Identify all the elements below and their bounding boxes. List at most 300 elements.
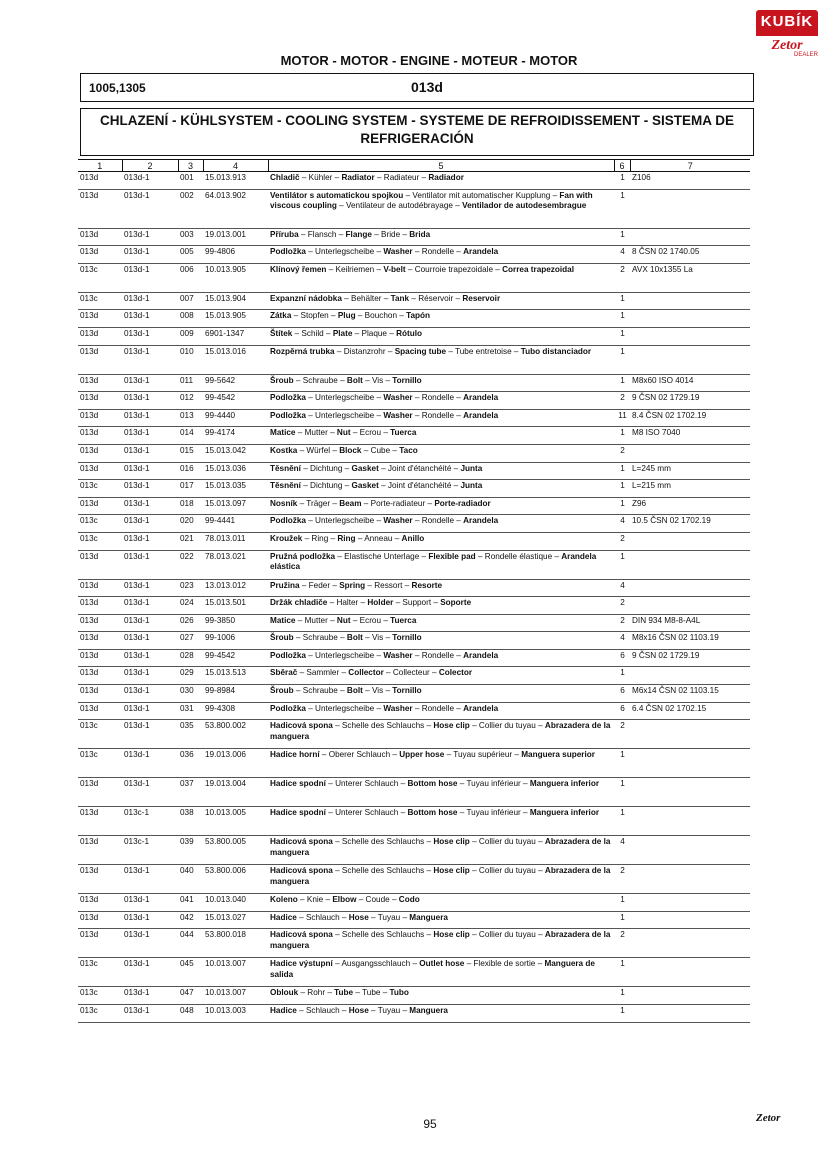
description-segment: – Cube – <box>361 445 400 455</box>
table-row <box>78 327 750 345</box>
remark-cell <box>630 667 750 685</box>
description-segment: Anillo <box>401 533 425 543</box>
quantity-cell: 1 <box>614 894 630 912</box>
remark-cell <box>630 597 750 615</box>
table-row <box>78 579 750 597</box>
quantity-cell: 4 <box>614 632 630 650</box>
description-cell <box>268 515 614 533</box>
remark-cell: M6x14 ČSN 02 1103.15 <box>630 685 750 703</box>
table-row <box>78 894 750 912</box>
remark-cell <box>630 929 750 958</box>
description-cell <box>268 228 614 246</box>
position-cell: 009 <box>178 327 203 345</box>
table-row <box>78 172 750 190</box>
part-number-cell: 15.013.027 <box>203 911 268 929</box>
description-cell <box>268 444 614 462</box>
kubik-zetor-logo <box>756 10 818 68</box>
position-cell: 015 <box>178 444 203 462</box>
subgroup-cell: 013d-1 <box>122 345 178 374</box>
description-segment: Manguera <box>409 912 448 922</box>
group-cell: 013d <box>78 427 122 445</box>
part-number-cell: 10.013.007 <box>203 987 268 1005</box>
remark-cell: M8x60 ISO 4014 <box>630 374 750 392</box>
part-number-cell: 15.013.501 <box>203 597 268 615</box>
description-segment: – Dichtung – <box>300 481 352 491</box>
part-number-cell: 99-4174 <box>203 427 268 445</box>
description-segment: Nut <box>336 428 351 438</box>
description-segment: Elbow <box>332 895 357 905</box>
table-row <box>78 189 750 228</box>
quantity-cell: 1 <box>614 911 630 929</box>
description-cell <box>268 345 614 374</box>
position-cell: 036 <box>178 749 203 778</box>
description-segment: – Unterlegscheibe – <box>305 516 384 526</box>
description-segment: – Rondelle – <box>412 410 464 420</box>
parts-table <box>78 159 750 1023</box>
description-segment: – Halter – <box>327 598 368 608</box>
description-cell <box>268 894 614 912</box>
description-segment: – Feder – <box>299 580 340 590</box>
part-number-cell: 99-4440 <box>203 409 268 427</box>
subgroup-cell: 013d-1 <box>122 480 178 498</box>
description-segment: Hadicová spona <box>270 721 333 731</box>
description-segment: Tornillo <box>392 375 422 385</box>
description-segment: Collector <box>348 668 384 678</box>
description-segment: – Unterlegscheibe – <box>305 703 384 713</box>
group-cell: 013d <box>78 579 122 597</box>
quantity-cell: 2 <box>614 444 630 462</box>
part-number-cell: 13.013.012 <box>203 579 268 597</box>
description-cell <box>268 480 614 498</box>
part-number-cell: 15.013.913 <box>203 172 268 190</box>
table-row <box>78 497 750 515</box>
part-number-cell: 10.013.007 <box>203 958 268 987</box>
description-segment: Chladič <box>270 173 300 182</box>
description-segment: – Schlauch – <box>296 1006 349 1016</box>
section-title-line2: REFRIGERACIÓN <box>360 131 474 146</box>
description-segment: – Ecrou – <box>350 428 391 438</box>
description-segment: Spacing tube <box>394 346 447 356</box>
remark-cell: L=245 mm <box>630 462 750 480</box>
description-segment: Correa trapezoidal <box>502 264 574 274</box>
description-segment: – Würfel – <box>297 445 340 455</box>
quantity-cell: 1 <box>614 345 630 374</box>
description-segment: Štítek <box>270 328 293 338</box>
description-cell <box>268 292 614 310</box>
position-cell: 038 <box>178 807 203 836</box>
table-row <box>78 409 750 427</box>
description-segment: Hose clip <box>433 721 470 731</box>
remark-cell: 6.4 ČSN 02 1702.15 <box>630 702 750 720</box>
quantity-cell: 1 <box>614 228 630 246</box>
position-cell: 047 <box>178 987 203 1005</box>
group-cell: 013d <box>78 310 122 328</box>
position-cell: 030 <box>178 685 203 703</box>
subgroup-cell: 013d-1 <box>122 778 178 807</box>
part-number-cell: 15.013.905 <box>203 310 268 328</box>
description-segment: – Collier du tuyau – <box>469 837 545 847</box>
section-title-line1: CHLAZENÍ - KÜHLSYSTEM - COOLING SYSTEM - SYSTEME DE REFROIDISSEMENT - SISTEMA DE <box>99 113 735 128</box>
subgroup-cell: 013d-1 <box>122 550 178 579</box>
description-cell <box>268 579 614 597</box>
position-cell: 020 <box>178 515 203 533</box>
description-segment: Rozpěrná trubka <box>270 346 335 356</box>
description-segment: Rótulo <box>396 328 423 338</box>
description-cell <box>268 246 614 264</box>
remark-cell: AVX 10x1355 La <box>630 263 750 292</box>
description-segment: Manguera de salida <box>270 959 595 979</box>
table-row <box>78 310 750 328</box>
group-cell: 013d <box>78 685 122 703</box>
remark-cell <box>630 228 750 246</box>
group-cell: 013c <box>78 292 122 310</box>
description-segment: Washer <box>383 410 413 420</box>
remark-cell <box>630 532 750 550</box>
description-segment: – Sammler – <box>297 668 349 678</box>
subgroup-cell: 013d-1 <box>122 263 178 292</box>
quantity-cell: 2 <box>614 392 630 410</box>
table-row <box>78 462 750 480</box>
model-numbers: 1005,1305 <box>89 81 146 95</box>
remark-cell <box>630 911 750 929</box>
description-segment: – Support – <box>393 598 441 608</box>
description-segment: – Vis – <box>362 686 393 696</box>
table-row <box>78 228 750 246</box>
description-segment: Tubo <box>389 988 409 998</box>
description-segment: Matice <box>270 428 296 438</box>
quantity-cell: 2 <box>614 532 630 550</box>
subgroup-cell: 013d-1 <box>122 667 178 685</box>
logo-kubik-text: KUBÍK <box>756 10 818 34</box>
column-header: 6 <box>614 160 630 172</box>
description-segment: Hadicová spona <box>270 837 333 847</box>
table-row <box>78 550 750 579</box>
description-segment: Kostka <box>270 445 298 455</box>
description-segment: Abrazadera de la manguera <box>270 837 611 857</box>
quantity-cell: 6 <box>614 685 630 703</box>
description-segment: – Elastische Unterlage – <box>335 551 429 561</box>
table-row <box>78 685 750 703</box>
description-segment: Taco <box>399 445 418 455</box>
position-cell: 007 <box>178 292 203 310</box>
subgroup-cell: 013d-1 <box>122 310 178 328</box>
part-number-cell: 99-4542 <box>203 392 268 410</box>
description-segment: – Unterlegscheibe – <box>305 393 384 403</box>
part-number-cell: 53.800.005 <box>203 836 268 865</box>
position-cell: 044 <box>178 929 203 958</box>
group-cell: 013d <box>78 172 122 190</box>
table-row <box>78 263 750 292</box>
description-segment: – Porte-radiateur – <box>361 498 435 508</box>
group-cell: 013c <box>78 480 122 498</box>
table-row <box>78 532 750 550</box>
description-segment: Junta <box>460 463 483 473</box>
description-segment: – Tuyau inférieur – <box>457 779 530 789</box>
description-segment: Hose clip <box>433 866 470 876</box>
description-cell <box>268 836 614 865</box>
position-cell: 029 <box>178 667 203 685</box>
description-segment: Tornillo <box>392 633 422 643</box>
group-code: 013d <box>411 79 443 95</box>
description-segment: Holder <box>367 598 394 608</box>
remark-cell <box>630 550 750 579</box>
subgroup-cell: 013d-1 <box>122 327 178 345</box>
column-header: 3 <box>178 160 203 172</box>
description-segment: Washer <box>383 703 413 713</box>
description-cell <box>268 865 614 894</box>
part-number-cell: 99-4806 <box>203 246 268 264</box>
description-segment: Matice <box>270 615 296 625</box>
description-cell <box>268 632 614 650</box>
remark-cell: Z106 <box>630 172 750 190</box>
quantity-cell: 4 <box>614 515 630 533</box>
part-number-cell: 19.013.006 <box>203 749 268 778</box>
position-cell: 024 <box>178 597 203 615</box>
quantity-cell: 6 <box>614 649 630 667</box>
description-cell <box>268 532 614 550</box>
group-cell: 013d <box>78 614 122 632</box>
description-segment: – Plaque – <box>352 328 397 338</box>
description-segment: Abrazadera de la manguera <box>270 866 611 886</box>
column-header: 4 <box>203 160 268 172</box>
quantity-cell: 2 <box>614 263 630 292</box>
description-segment: – Collier du tuyau – <box>469 866 545 876</box>
table-row <box>78 929 750 958</box>
quantity-cell: 2 <box>614 597 630 615</box>
group-cell: 013c <box>78 987 122 1005</box>
quantity-cell: 1 <box>614 807 630 836</box>
group-cell: 013d <box>78 702 122 720</box>
description-segment: Colector <box>438 668 473 678</box>
subgroup-cell: 013d-1 <box>122 532 178 550</box>
remark-cell <box>630 836 750 865</box>
description-segment: Ventilador de autodesembrague <box>462 201 587 211</box>
description-segment: – Radiateur – <box>374 173 429 182</box>
remark-cell <box>630 189 750 228</box>
footer-zetor-logo: Zetor <box>756 1112 781 1124</box>
table-row <box>78 987 750 1005</box>
description-cell <box>268 667 614 685</box>
group-cell: 013d <box>78 649 122 667</box>
group-cell: 013d <box>78 462 122 480</box>
logo-zetor-text: Zetor <box>756 34 818 54</box>
subgroup-cell: 013d-1 <box>122 702 178 720</box>
quantity-cell: 1 <box>614 1005 630 1023</box>
remark-cell <box>630 749 750 778</box>
description-segment: Podložka <box>270 410 306 420</box>
description-segment: Flexible pad <box>428 551 476 561</box>
description-segment: Hadice výstupní <box>270 959 333 969</box>
description-segment: Hose <box>348 912 369 922</box>
description-segment: – Anneau – <box>355 533 402 543</box>
group-cell: 013d <box>78 444 122 462</box>
part-number-cell: 15.013.097 <box>203 497 268 515</box>
table-row <box>78 720 750 749</box>
subgroup-cell: 013d-1 <box>122 292 178 310</box>
description-segment: – Distanzrohr – <box>334 346 395 356</box>
remark-cell: M8 ISO 7040 <box>630 427 750 445</box>
description-segment: Zátka <box>270 311 292 321</box>
description-segment: – Stopfen – <box>291 311 338 321</box>
description-cell <box>268 720 614 749</box>
description-segment: Bolt <box>346 375 363 385</box>
section-title <box>80 108 754 156</box>
description-segment: Ring <box>337 533 356 543</box>
position-cell: 008 <box>178 310 203 328</box>
quantity-cell: 1 <box>614 497 630 515</box>
description-cell <box>268 958 614 987</box>
description-segment: Plug <box>337 311 356 321</box>
part-number-cell: 64.013.902 <box>203 189 268 228</box>
subgroup-cell: 013d-1 <box>122 958 178 987</box>
remark-cell <box>630 310 750 328</box>
quantity-cell: 2 <box>614 929 630 958</box>
position-cell: 013 <box>178 409 203 427</box>
position-cell: 048 <box>178 1005 203 1023</box>
description-segment: Abrazadera de la manguera <box>270 930 611 950</box>
remark-cell <box>630 720 750 749</box>
part-number-cell: 99-3850 <box>203 614 268 632</box>
table-row <box>78 836 750 865</box>
description-cell <box>268 597 614 615</box>
group-cell: 013d <box>78 327 122 345</box>
description-segment: – Rondelle – <box>412 393 464 403</box>
part-number-cell: 78.013.011 <box>203 532 268 550</box>
remark-cell <box>630 778 750 807</box>
description-cell <box>268 749 614 778</box>
position-cell: 006 <box>178 263 203 292</box>
part-number-cell: 10.013.005 <box>203 807 268 836</box>
subgroup-cell: 013d-1 <box>122 579 178 597</box>
description-cell <box>268 911 614 929</box>
description-segment: – Oberer Schlauch – <box>319 750 400 760</box>
description-segment: Klínový řemen <box>270 264 327 274</box>
description-segment: Sběrač <box>270 668 298 678</box>
part-number-cell: 19.013.004 <box>203 778 268 807</box>
group-cell: 013d <box>78 345 122 374</box>
table-row <box>78 632 750 650</box>
subgroup-cell: 013d-1 <box>122 228 178 246</box>
subgroup-cell: 013d-1 <box>122 172 178 190</box>
description-segment: Arandela <box>463 516 499 526</box>
position-cell: 017 <box>178 480 203 498</box>
description-segment: – Schild – <box>292 328 333 338</box>
description-segment: Hose clip <box>433 930 470 940</box>
quantity-cell: 2 <box>614 865 630 894</box>
description-cell <box>268 327 614 345</box>
part-number-cell: 78.013.021 <box>203 550 268 579</box>
subgroup-cell: 013d-1 <box>122 374 178 392</box>
position-cell: 027 <box>178 632 203 650</box>
description-cell <box>268 409 614 427</box>
description-segment: – Mutter – <box>295 615 337 625</box>
group-cell: 013d <box>78 836 122 865</box>
part-number-cell: 99-8984 <box>203 685 268 703</box>
part-number-cell: 53.800.002 <box>203 720 268 749</box>
quantity-cell: 1 <box>614 480 630 498</box>
description-segment: Radiator <box>341 173 375 182</box>
description-segment: Hose <box>348 1006 369 1016</box>
description-segment: Radiador <box>428 173 464 182</box>
description-segment: – Tube entretoise – <box>446 346 521 356</box>
description-segment: Manguera <box>409 1006 448 1016</box>
table-row <box>78 246 750 264</box>
description-segment: Manguera inferior <box>529 779 600 789</box>
description-segment: – Rohr – <box>298 988 335 998</box>
group-cell: 013d <box>78 778 122 807</box>
subgroup-cell: 013d-1 <box>122 427 178 445</box>
description-segment: Tubo distanciador <box>520 346 592 356</box>
quantity-cell: 1 <box>614 462 630 480</box>
column-header: 1 <box>78 160 122 172</box>
position-cell: 002 <box>178 189 203 228</box>
quantity-cell: 1 <box>614 292 630 310</box>
description-segment: – Unterlegscheibe – <box>305 650 384 660</box>
group-cell: 013d <box>78 409 122 427</box>
description-segment: Beam <box>339 498 362 508</box>
description-cell <box>268 172 614 190</box>
description-segment: Reservoir <box>462 293 501 303</box>
description-segment: – Tube – <box>353 988 390 998</box>
quantity-cell: 4 <box>614 246 630 264</box>
description-segment: – Ring – <box>302 533 338 543</box>
description-segment: – Ventilator mit automatischer Kupplung – <box>403 190 560 200</box>
description-segment: Šroub <box>270 686 294 696</box>
remark-cell <box>630 444 750 462</box>
remark-cell: 8.4 ČSN 02 1702.19 <box>630 409 750 427</box>
description-segment: Hadice spodní <box>270 779 326 789</box>
subgroup-cell: 013d-1 <box>122 597 178 615</box>
description-segment: – Schlauch – <box>296 912 349 922</box>
quantity-cell: 1 <box>614 427 630 445</box>
description-segment: – Flansch – <box>298 229 346 239</box>
description-segment: – Tuyau – <box>368 912 410 922</box>
part-number-cell: 15.013.036 <box>203 462 268 480</box>
group-cell: 013d <box>78 392 122 410</box>
description-segment: – Mutter – <box>295 428 337 438</box>
quantity-cell: 1 <box>614 172 630 190</box>
description-segment: Fan with viscous coupling <box>270 190 593 211</box>
description-segment: – Coude – <box>356 895 399 905</box>
description-segment: Pružina <box>270 580 300 590</box>
part-number-cell: 15.013.016 <box>203 345 268 374</box>
remark-cell <box>630 807 750 836</box>
description-segment: – Courroie trapezoidale – <box>405 264 503 274</box>
table-row <box>78 614 750 632</box>
description-cell <box>268 778 614 807</box>
description-segment: Resorte <box>411 580 443 590</box>
description-segment: Flange <box>345 229 372 239</box>
group-cell: 013d <box>78 865 122 894</box>
quantity-cell: 11 <box>614 409 630 427</box>
group-cell: 013d <box>78 667 122 685</box>
table-row <box>78 427 750 445</box>
quantity-cell: 1 <box>614 667 630 685</box>
logo-dealer-text: DEALER <box>793 52 818 58</box>
quantity-cell: 1 <box>614 778 630 807</box>
description-segment: Těsnění <box>270 463 301 473</box>
model-box <box>80 73 754 102</box>
description-segment: Plate <box>332 328 353 338</box>
part-number-cell: 99-5642 <box>203 374 268 392</box>
description-segment: – Ausgangsschlauch – <box>332 959 420 969</box>
subgroup-cell: 013d-1 <box>122 614 178 632</box>
remark-cell: 9 ČSN 02 1729.19 <box>630 649 750 667</box>
description-cell <box>268 614 614 632</box>
description-segment: Tank <box>390 293 410 303</box>
part-number-cell: 99-4308 <box>203 702 268 720</box>
description-segment: Podložka <box>270 393 306 403</box>
